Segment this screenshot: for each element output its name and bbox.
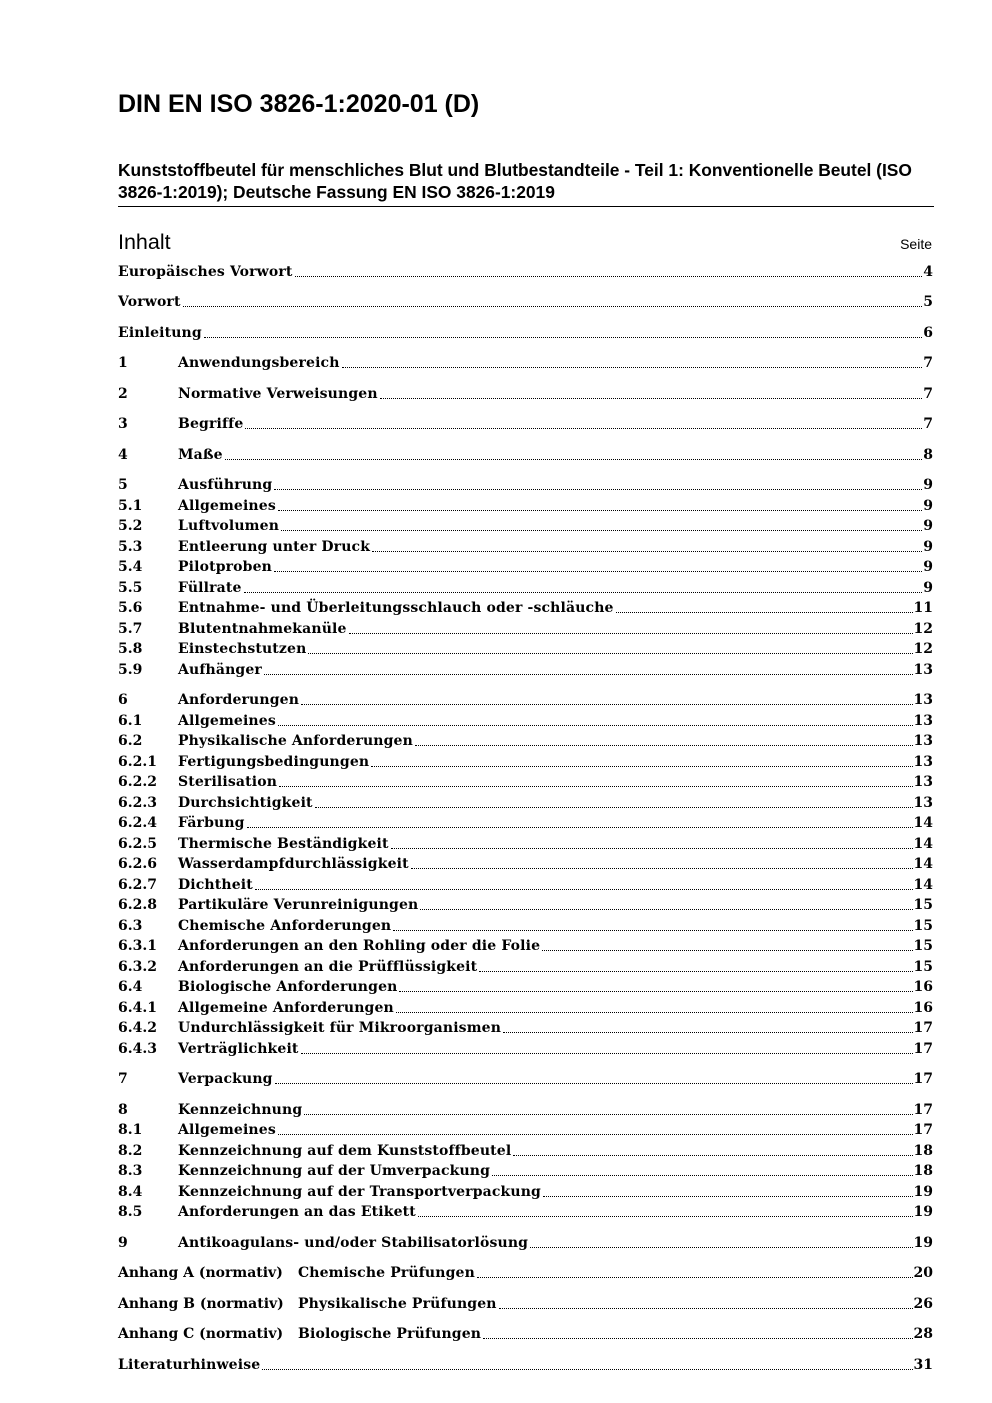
toc-entry[interactable] <box>118 292 933 312</box>
toc-entry-page: 31 <box>913 1357 933 1373</box>
toc-entry-number: 8.1 <box>118 1122 143 1138</box>
toc-entry[interactable] <box>118 936 933 956</box>
toc-entry-page: 16 <box>913 1000 933 1016</box>
toc-dot-leader <box>274 489 922 490</box>
toc-entry-number: 6.4.3 <box>118 1041 157 1057</box>
toc-entry[interactable] <box>118 1182 933 1202</box>
toc-entry-number: 6.2.1 <box>118 754 157 770</box>
toc-entry-page: 11 <box>913 600 933 616</box>
toc-entry-title: Allgemeine Anforderungen <box>178 1000 394 1016</box>
toc-entry[interactable] <box>118 731 933 751</box>
toc-entry-page: 13 <box>913 713 933 729</box>
toc-entry-number: 5.6 <box>118 600 143 616</box>
toc-entry-title: Physikalische Anforderungen <box>178 733 413 749</box>
toc-entry-page: 13 <box>913 795 933 811</box>
toc-entry-title: Ausführung <box>178 477 273 493</box>
toc-entry-number: 8.5 <box>118 1204 143 1220</box>
toc-entry-number: 8 <box>118 1102 128 1118</box>
toc-entry-title: Einleitung <box>118 325 202 341</box>
toc-entry[interactable] <box>118 1355 933 1375</box>
toc-entry-title: Durchsichtigkeit <box>178 795 313 811</box>
toc-entry-page: 9 <box>923 559 933 575</box>
toc-entry-page: 12 <box>913 641 933 657</box>
toc-entry-page: 15 <box>913 938 933 954</box>
toc-entry-title: Anforderungen an die Prüfflüssigkeit <box>178 959 478 975</box>
toc-entry[interactable] <box>118 496 933 516</box>
toc-entry[interactable] <box>118 384 933 404</box>
toc-dot-leader <box>349 633 913 634</box>
toc-entry-number: 8.3 <box>118 1163 143 1179</box>
toc-entry[interactable] <box>118 660 933 680</box>
toc-dot-leader <box>411 868 913 869</box>
toc-entry-title: Thermische Beständigkeit <box>178 836 389 852</box>
toc-entry-title: Blutentnahmekanüle <box>178 621 347 637</box>
toc-dot-leader <box>275 1083 913 1084</box>
toc-entry-title: Füllrate <box>178 580 242 596</box>
toc-dot-leader <box>479 971 912 972</box>
toc-entry-number: 8.2 <box>118 1143 143 1159</box>
toc-entry[interactable] <box>118 1202 933 1222</box>
toc-entry-number: 3 <box>118 416 128 432</box>
toc-entry-title: Kennzeichnung <box>178 1102 303 1118</box>
toc-dot-leader <box>483 1338 912 1339</box>
toc-dot-leader <box>530 1247 912 1248</box>
toc-entry-number: 9 <box>118 1235 128 1251</box>
toc-entry-page: 17 <box>913 1071 933 1087</box>
toc-entry-page: 18 <box>913 1143 933 1159</box>
toc-entry[interactable] <box>118 1120 933 1140</box>
toc-dot-leader <box>304 1114 912 1115</box>
toc-entry[interactable] <box>118 578 933 598</box>
toc-entry-page: 15 <box>913 959 933 975</box>
toc-heading: Inhalt <box>118 230 171 254</box>
toc-entry-number: 5.8 <box>118 641 143 657</box>
toc-entry-title: Physikalische Prüfungen <box>298 1296 497 1312</box>
toc-annex-label: Anhang B (normativ) <box>118 1296 284 1312</box>
toc-entry-title: Literaturhinweise <box>118 1357 261 1373</box>
toc-dot-leader <box>492 1175 912 1176</box>
toc-entry-title: Wasserdampfdurchlässigkeit <box>178 856 409 872</box>
toc-entry-page: 7 <box>923 416 933 432</box>
toc-entry-number: 2 <box>118 386 128 402</box>
toc-entry-page: 14 <box>913 815 933 831</box>
toc-entry-number: 5.1 <box>118 498 143 514</box>
toc-dot-leader <box>244 592 923 593</box>
toc-entry-page: 13 <box>913 754 933 770</box>
toc-entry-title: Dichtheit <box>178 877 253 893</box>
toc-entry-page: 17 <box>913 1102 933 1118</box>
toc-dot-leader <box>315 807 913 808</box>
toc-entry[interactable] <box>118 537 933 557</box>
toc-dot-leader <box>542 950 912 951</box>
toc-dot-leader <box>372 551 922 552</box>
toc-entry-title: Allgemeines <box>178 498 276 514</box>
toc-dot-leader <box>513 1155 912 1156</box>
toc-dot-leader <box>204 337 922 338</box>
toc-dot-leader <box>396 1012 913 1013</box>
toc-entry[interactable] <box>118 475 933 495</box>
toc-entry-title: Einstechstutzen <box>178 641 307 657</box>
toc-entry-page: 19 <box>913 1184 933 1200</box>
toc-entry-number: 6.4.2 <box>118 1020 157 1036</box>
toc-entry[interactable] <box>118 353 933 373</box>
toc-entry-number: 6.2.3 <box>118 795 157 811</box>
toc-dot-leader <box>393 930 912 931</box>
toc-entry-page: 9 <box>923 580 933 596</box>
toc-dot-leader <box>477 1277 913 1278</box>
toc-dot-leader <box>281 530 922 531</box>
toc-entry-number: 5.3 <box>118 539 143 555</box>
toc-entry[interactable] <box>118 1100 933 1120</box>
toc-entry-page: 15 <box>913 897 933 913</box>
toc-dot-leader <box>274 571 922 572</box>
toc-entry-page: 8 <box>923 447 933 463</box>
toc-entry-title: Pilotproben <box>178 559 272 575</box>
toc-entry[interactable] <box>118 557 933 577</box>
toc-entry-title: Biologische Anforderungen <box>178 979 398 995</box>
toc-entry[interactable] <box>118 854 933 874</box>
toc-entry[interactable] <box>118 262 933 282</box>
toc-entry-number: 6.3.2 <box>118 959 157 975</box>
toc-entry-title: Anforderungen <box>178 692 300 708</box>
toc-entry-title: Luftvolumen <box>178 518 280 534</box>
toc-entry-title: Fertigungsbedingungen <box>178 754 370 770</box>
toc-dot-leader <box>399 991 912 992</box>
toc-entry[interactable] <box>118 916 933 936</box>
toc-entry[interactable] <box>118 1018 933 1038</box>
toc-entry-number: 6.4 <box>118 979 143 995</box>
toc-entry-title: Entleerung unter Druck <box>178 539 371 555</box>
toc-entry-title: Chemische Anforderungen <box>178 918 392 934</box>
toc-entry[interactable] <box>118 1324 933 1344</box>
toc-entry[interactable] <box>118 752 933 772</box>
toc-entry-title: Kennzeichnung auf der Umverpackung <box>178 1163 491 1179</box>
toc-entry[interactable] <box>118 813 933 833</box>
toc-dot-leader <box>503 1032 912 1033</box>
toc-dot-leader <box>183 306 923 307</box>
toc-entry-number: 1 <box>118 355 128 371</box>
toc-entry-page: 13 <box>913 733 933 749</box>
toc-entry-page: 14 <box>913 836 933 852</box>
toc-entry-title: Begriffe <box>178 416 244 432</box>
toc-entry-title: Sterilisation <box>178 774 278 790</box>
toc-entry-number: 8.4 <box>118 1184 143 1200</box>
toc-entry-number: 6.3.1 <box>118 938 157 954</box>
toc-entry-page: 7 <box>923 355 933 371</box>
toc-entry-title: Normative Verweisungen <box>178 386 378 402</box>
toc-entry-page: 14 <box>913 856 933 872</box>
toc-entry-number: 6 <box>118 692 128 708</box>
toc-entry-title: Allgemeines <box>178 713 276 729</box>
toc-entry-page: 12 <box>913 621 933 637</box>
toc-entry[interactable] <box>118 977 933 997</box>
toc-entry[interactable] <box>118 1141 933 1161</box>
toc-dot-leader <box>278 725 913 726</box>
toc-entry-title: Entnahme- und Überleitungsschlauch oder -schläuche <box>178 600 614 616</box>
toc-page-column-label: Seite <box>900 236 932 252</box>
toc-dot-leader <box>225 459 923 460</box>
toc-entry-title: Partikuläre Verunreinigungen <box>178 897 419 913</box>
toc-entry-number: 4 <box>118 447 128 463</box>
toc-entry[interactable] <box>118 1263 933 1283</box>
document-subtitle: Kunststoffbeutel für menschliches Blut und Blutbestandteile - Teil 1: Konventionelle Beutel (ISO 3826-1:2019); Deutsche Fassung EN ISO 3826-1:2019 <box>118 160 912 202</box>
toc-entry-number: 6.2.5 <box>118 836 157 852</box>
toc-entry-page: 9 <box>923 477 933 493</box>
toc-entry-title: Anwendungsbereich <box>178 355 340 371</box>
toc-entry[interactable] <box>118 639 933 659</box>
toc-annex-label: Anhang C (normativ) <box>118 1326 284 1342</box>
toc-entry[interactable] <box>118 619 933 639</box>
toc-entry[interactable] <box>118 1294 933 1314</box>
toc-entry-number: 5.9 <box>118 662 143 678</box>
toc-dot-leader <box>499 1308 913 1309</box>
toc-dot-leader <box>295 276 923 277</box>
toc-entry[interactable] <box>118 1233 933 1253</box>
toc-entry[interactable] <box>118 516 933 536</box>
toc-dot-leader <box>278 1134 913 1135</box>
toc-entry[interactable] <box>118 711 933 731</box>
toc-dot-leader <box>391 848 913 849</box>
toc-entry[interactable] <box>118 323 933 343</box>
toc-entry[interactable] <box>118 834 933 854</box>
toc-dot-leader <box>264 674 913 675</box>
toc-entry-number: 7 <box>118 1071 128 1087</box>
toc-entry-page: 15 <box>913 918 933 934</box>
toc-dot-leader <box>415 745 913 746</box>
toc-entry-title: Aufhänger <box>178 662 262 678</box>
toc-entry-number: 6.2 <box>118 733 143 749</box>
toc-entry-number: 6.4.1 <box>118 1000 157 1016</box>
toc-entry[interactable] <box>118 1161 933 1181</box>
toc-entry-title: Färbung <box>178 815 245 831</box>
toc-entry-number: 5.2 <box>118 518 143 534</box>
toc-entry[interactable] <box>118 1039 933 1059</box>
toc-dot-leader <box>308 653 912 654</box>
toc-dot-leader <box>371 766 912 767</box>
toc-entry-page: 9 <box>923 539 933 555</box>
toc-dot-leader <box>247 827 913 828</box>
toc-entry-number: 5 <box>118 477 128 493</box>
toc-entry-page: 19 <box>913 1204 933 1220</box>
toc-entry-page: 16 <box>913 979 933 995</box>
toc-dot-leader <box>245 428 922 429</box>
toc-entry-title: Verpackung <box>178 1071 273 1087</box>
toc-dot-leader <box>278 510 922 511</box>
toc-entry-number: 6.2.4 <box>118 815 157 831</box>
toc-dot-leader <box>418 1216 913 1217</box>
toc-entry-number: 6.1 <box>118 713 143 729</box>
toc-entry-page: 19 <box>913 1235 933 1251</box>
toc-dot-leader <box>543 1196 913 1197</box>
toc-entry-title: Kennzeichnung auf dem Kunststoffbeutel <box>178 1143 512 1159</box>
toc-entry-title: Anforderungen an den Rohling oder die Folie <box>178 938 541 954</box>
toc-entry-title: Maße <box>178 447 223 463</box>
toc-entry-page: 20 <box>913 1265 933 1281</box>
toc-entry-page: 13 <box>913 662 933 678</box>
toc-entry-number: 5.4 <box>118 559 143 575</box>
toc-entry-page: 14 <box>913 877 933 893</box>
toc-entry-page: 13 <box>913 774 933 790</box>
toc-entry-page: 7 <box>923 386 933 402</box>
document-title: DIN EN ISO 3826-1:2020-01 (D) <box>118 90 480 118</box>
toc-entry-title: Allgemeines <box>178 1122 276 1138</box>
toc-entry-number: 6.2.6 <box>118 856 157 872</box>
toc-entry-page: 26 <box>913 1296 933 1312</box>
toc-entry-page: 9 <box>923 518 933 534</box>
toc-entry[interactable] <box>118 875 933 895</box>
toc-entry-page: 6 <box>923 325 933 341</box>
toc-entry-page: 17 <box>913 1020 933 1036</box>
toc-entry-number: 5.5 <box>118 580 143 596</box>
toc-entry-page: 17 <box>913 1122 933 1138</box>
toc-entry[interactable] <box>118 772 933 792</box>
toc-dot-leader <box>301 704 912 705</box>
toc-dot-leader <box>255 889 913 890</box>
toc-entry[interactable] <box>118 793 933 813</box>
toc-entry-title: Europäisches Vorwort <box>118 264 293 280</box>
toc-entry-number: 6.3 <box>118 918 143 934</box>
toc-entry[interactable] <box>118 414 933 434</box>
toc-entry[interactable] <box>118 895 933 915</box>
toc-entry[interactable] <box>118 1069 933 1089</box>
toc-entry[interactable] <box>118 957 933 977</box>
toc-dot-leader <box>420 909 912 910</box>
toc-entry-title: Undurchlässigkeit für Mikroorganismen <box>178 1020 502 1036</box>
toc-entry-title: Antikoagulans- und/oder Stabilisatorlösung <box>178 1235 529 1251</box>
toc-entry[interactable] <box>118 998 933 1018</box>
toc-entry-page: 13 <box>913 692 933 708</box>
toc-entry-number: 6.2.7 <box>118 877 157 893</box>
toc-entry-page: 5 <box>923 294 933 310</box>
toc-entry-title: Biologische Prüfungen <box>298 1326 482 1342</box>
toc-entry-title: Verträglichkeit <box>178 1041 299 1057</box>
toc-entry-title: Kennzeichnung auf der Transportverpackung <box>178 1184 541 1200</box>
toc-entry-title: Chemische Prüfungen <box>298 1265 475 1281</box>
toc-entry-number: 5.7 <box>118 621 143 637</box>
toc-entry-page: 4 <box>923 264 933 280</box>
toc-entry-page: 18 <box>913 1163 933 1179</box>
toc-dot-leader <box>279 786 912 787</box>
toc-entry-page: 9 <box>923 498 933 514</box>
toc-annex-label: Anhang A (normativ) <box>118 1265 283 1281</box>
toc-entry-page: 17 <box>913 1041 933 1057</box>
toc-entry-title: Vorwort <box>118 294 181 310</box>
toc-entry-number: 6.2.8 <box>118 897 157 913</box>
toc-entry-title: Anforderungen an das Etikett <box>178 1204 416 1220</box>
toc-dot-leader <box>380 398 923 399</box>
toc-entry[interactable] <box>118 690 933 710</box>
toc-dot-leader <box>616 612 913 613</box>
toc-dot-leader <box>342 367 923 368</box>
toc-entry-number: 6.2.2 <box>118 774 157 790</box>
toc-entry-page: 28 <box>913 1326 933 1342</box>
toc-entry[interactable] <box>118 598 933 618</box>
title-divider <box>118 206 934 207</box>
toc-dot-leader <box>262 1369 912 1370</box>
toc-entry[interactable] <box>118 445 933 465</box>
toc-dot-leader <box>301 1053 913 1054</box>
